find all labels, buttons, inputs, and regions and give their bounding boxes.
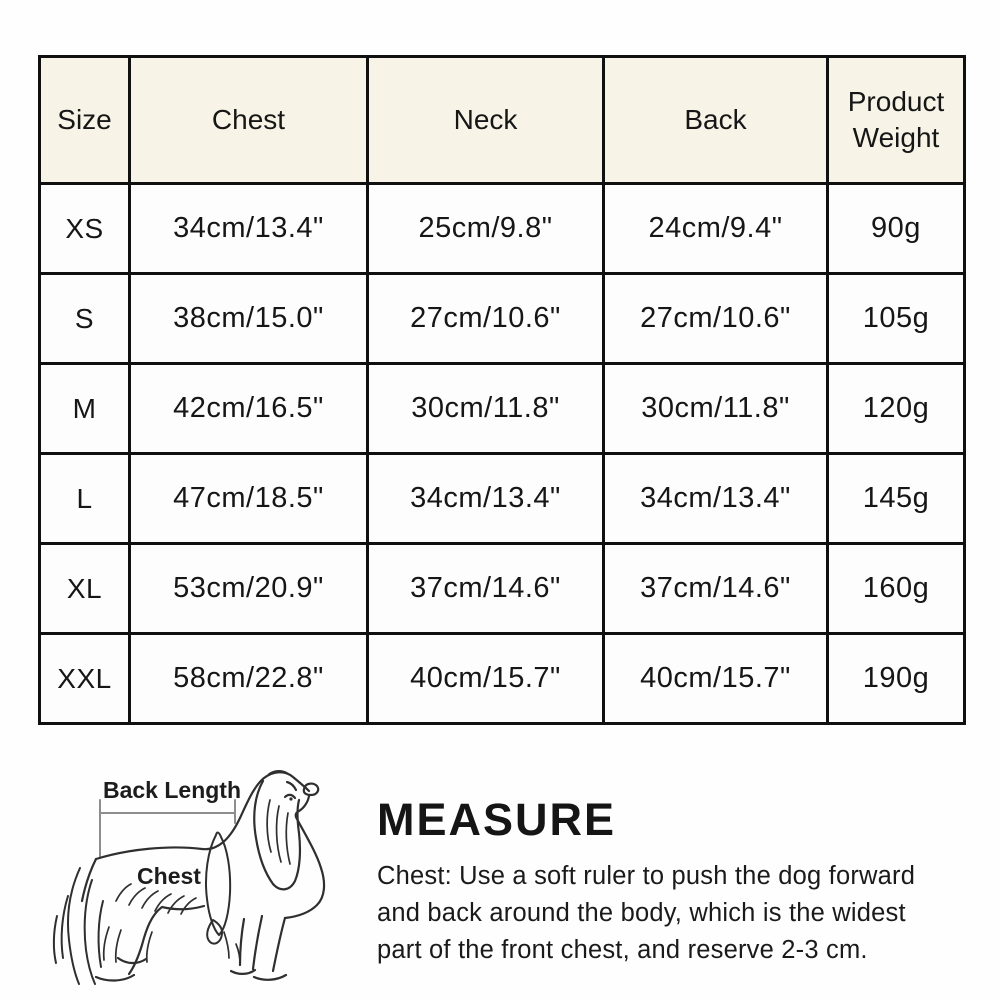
cell-weight: 190g: [828, 634, 965, 724]
cell-chest: 47cm/18.5": [130, 454, 368, 544]
cell-neck: 34cm/13.4": [368, 454, 604, 544]
measure-instruction-line-3: part of the front chest, and reserve 2-3 cm.: [377, 936, 868, 964]
cell-chest: 34cm/13.4": [130, 184, 368, 274]
measure-section: [377, 794, 915, 969]
cell-back: 37cm/14.6": [604, 544, 828, 634]
col-header-back: Back: [604, 57, 828, 184]
chest-loop: [206, 833, 230, 944]
cell-chest: 58cm/22.8": [130, 634, 368, 724]
cell-back: 27cm/10.6": [604, 274, 828, 364]
table-row-m: [40, 364, 965, 454]
cell-size: M: [40, 364, 130, 454]
table-row-xxl: [40, 634, 965, 724]
back-length-label: Back Length: [102, 777, 242, 803]
cell-chest: 53cm/20.9": [130, 544, 368, 634]
cell-chest: 38cm/15.0": [130, 274, 368, 364]
table-row-xs: [40, 184, 965, 274]
measure-heading: MEASURE: [377, 794, 617, 845]
chest-label: Chest: [137, 863, 201, 889]
cell-neck: 37cm/14.6": [368, 544, 604, 634]
col-header-neck: Neck: [368, 57, 604, 184]
header-row: [40, 57, 965, 184]
cell-weight: 145g: [828, 454, 965, 544]
measure-instruction-line-2: and back around the body, which is the widest: [377, 899, 906, 927]
cell-back: 40cm/15.7": [604, 634, 828, 724]
cell-weight: 160g: [828, 544, 965, 634]
cell-size: XS: [40, 184, 130, 274]
cell-size: XXL: [40, 634, 130, 724]
cell-neck: 27cm/10.6": [368, 274, 604, 364]
cell-neck: 25cm/9.8": [368, 184, 604, 274]
col-header-size: Size: [40, 57, 130, 184]
col-header-weight: Product Weight: [828, 57, 965, 184]
cell-back: 30cm/11.8": [604, 364, 828, 454]
measure-instruction-line-1: Chest: Use a soft ruler to push the dog forward: [377, 862, 916, 890]
back-length-measure-line: [100, 800, 235, 858]
cell-size: XL: [40, 544, 130, 634]
table-row-xl: [40, 544, 965, 634]
size-table: [38, 55, 966, 725]
cell-chest: 42cm/16.5": [130, 364, 368, 454]
cell-size: S: [40, 274, 130, 364]
cell-back: 34cm/13.4": [604, 454, 828, 544]
table-row-s: [40, 274, 965, 364]
cell-weight: 105g: [828, 274, 965, 364]
cell-weight: 120g: [828, 364, 965, 454]
table-row-l: [40, 454, 965, 544]
cell-back: 24cm/9.4": [604, 184, 828, 274]
col-header-chest: Chest: [130, 57, 368, 184]
cell-size: L: [40, 454, 130, 544]
cell-neck: 30cm/11.8": [368, 364, 604, 454]
cell-weight: 90g: [828, 184, 965, 274]
cell-neck: 40cm/15.7": [368, 634, 604, 724]
